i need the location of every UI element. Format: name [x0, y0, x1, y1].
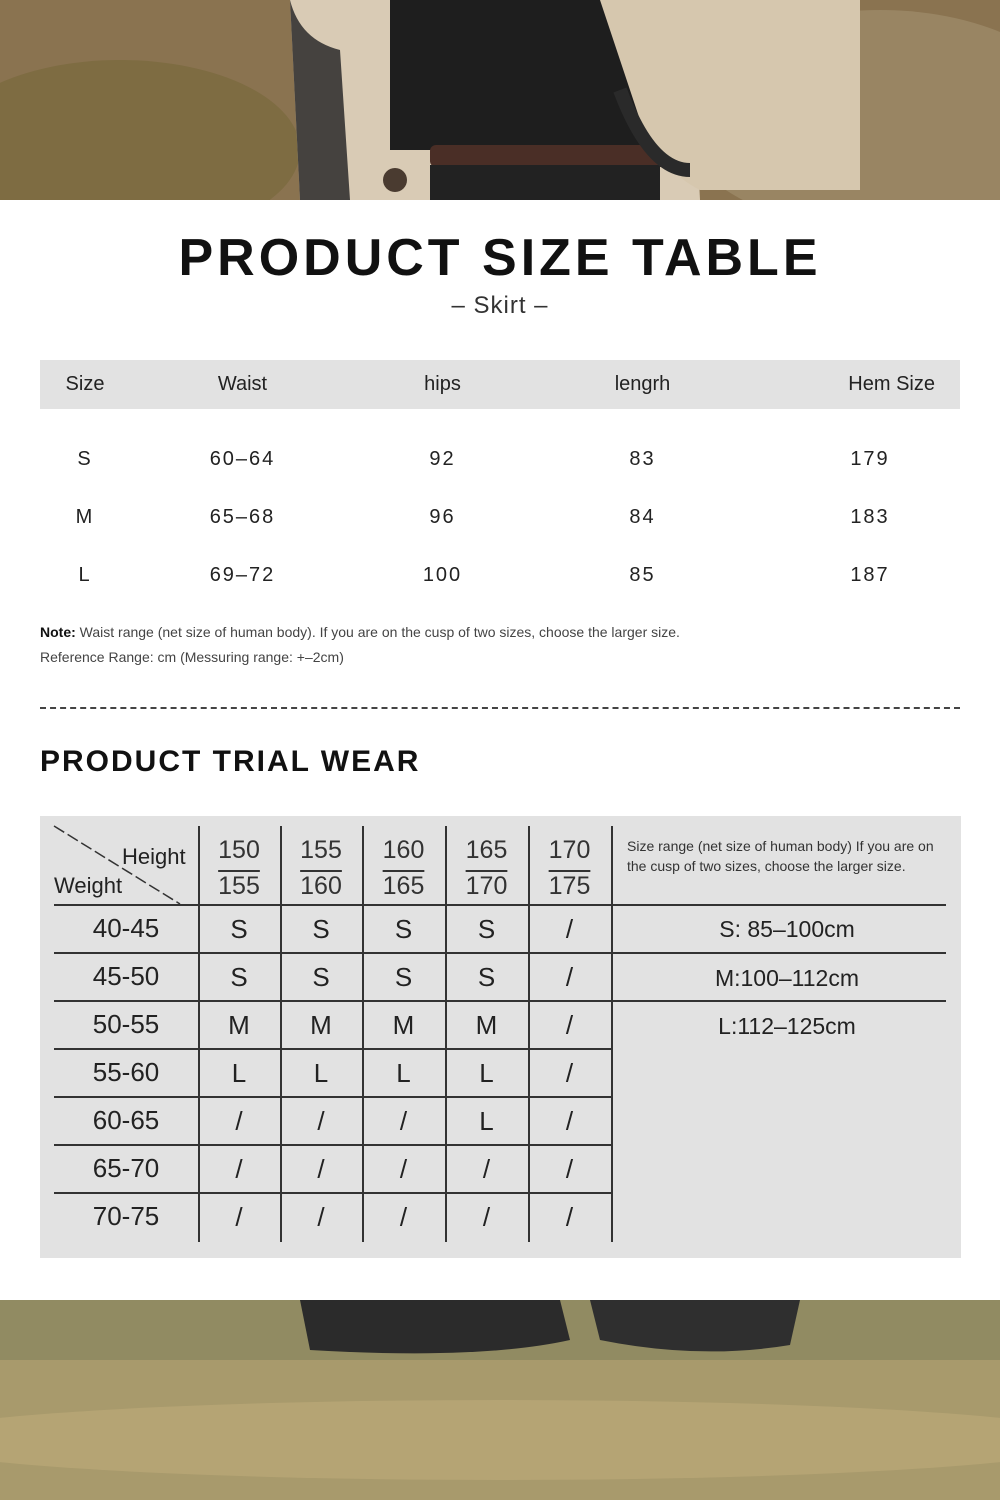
- table-row: [40, 546, 960, 604]
- weight-axis-label: Weight: [54, 873, 123, 898]
- weight-label: 50-55: [92, 1009, 160, 1039]
- size-note: [40, 624, 680, 640]
- weight-label: 60-65: [92, 1105, 160, 1135]
- weight-label: 45-50: [92, 961, 160, 991]
- size-cell: /: [399, 1154, 408, 1184]
- bottom-photo: [0, 1300, 1000, 1500]
- row-hips: 100: [422, 563, 463, 586]
- range-s: S: 85–100cm: [719, 916, 855, 942]
- height-header: [528, 832, 611, 905]
- grass-photo-illustration: [0, 1300, 1000, 1500]
- row-waist: 69–72: [209, 563, 276, 586]
- header-waist: Waist: [217, 373, 268, 395]
- size-cell: L: [396, 1058, 411, 1088]
- height-from: 160: [382, 836, 425, 864]
- height-from: 150: [218, 836, 260, 864]
- size-cell: /: [317, 1106, 325, 1136]
- size-table-header: [40, 360, 960, 409]
- height-axis-label: Height: [122, 844, 186, 869]
- note-text: Waist range (net size of human body). If you are on the cusp of two sizes, choose the larger size.: [75, 624, 680, 640]
- grid-row-line: [54, 1000, 611, 1002]
- size-cell: M: [228, 1010, 250, 1040]
- height-header: [362, 832, 445, 905]
- table-row: [40, 488, 960, 546]
- height-header: [198, 832, 280, 905]
- size-cell: /: [399, 1202, 408, 1232]
- row-waist: 65–68: [209, 505, 276, 528]
- trial-wear-table: [40, 816, 961, 1258]
- row-length: 83: [629, 447, 656, 470]
- row-size: L: [78, 563, 92, 586]
- size-cell: /: [565, 1010, 574, 1040]
- size-cell: M: [310, 1010, 332, 1040]
- size-cell: S: [477, 914, 496, 944]
- size-cell: L: [313, 1058, 329, 1088]
- size-cell: /: [482, 1154, 491, 1184]
- size-cell: L: [479, 1058, 494, 1088]
- weight-label: 55-60: [92, 1057, 160, 1087]
- height-from: 170: [548, 836, 591, 864]
- size-table: [40, 360, 960, 604]
- weight-label: 40-45: [92, 913, 160, 943]
- section-divider: [40, 707, 960, 709]
- size-cell: /: [317, 1154, 325, 1184]
- height-to: 175: [548, 872, 591, 901]
- grid-column-line: [611, 826, 613, 1242]
- reference-range-note: Reference Range: cm (Messuring range: +–2cm): [40, 649, 344, 665]
- size-range-note: Size range (net size of human body) If you are on the cusp of two sizes, choose the larger size.: [627, 838, 934, 875]
- size-cell: /: [565, 962, 574, 992]
- size-cell: /: [565, 1154, 574, 1184]
- size-cell: L: [231, 1058, 247, 1088]
- header-size: Size: [65, 373, 105, 395]
- range-m: M:100–112cm: [714, 965, 860, 991]
- range-row-line: [611, 952, 946, 954]
- height-to: 170: [465, 872, 508, 901]
- size-cell: /: [482, 1202, 491, 1232]
- row-hips: 92: [429, 447, 456, 470]
- size-cell: /: [399, 1106, 408, 1136]
- weight-label: 65-70: [92, 1153, 160, 1183]
- header-hem-size: Hem Size: [848, 373, 935, 395]
- header-length: lengrh: [614, 373, 671, 395]
- size-cell: /: [565, 1202, 574, 1232]
- row-hips: 96: [429, 505, 456, 528]
- row-size: M: [75, 505, 95, 528]
- grid-row-line: [54, 1048, 611, 1050]
- size-cell: M: [392, 1010, 415, 1040]
- header-hips: hips: [424, 373, 461, 395]
- range-row-line: [611, 1000, 946, 1002]
- size-cell: /: [235, 1106, 243, 1136]
- size-cell: /: [235, 1154, 243, 1184]
- height-to: 160: [300, 872, 342, 901]
- row-length: 85: [629, 563, 656, 586]
- size-cell: /: [317, 1202, 325, 1232]
- grid-row-line: [54, 1192, 611, 1194]
- size-cell: M: [475, 1010, 498, 1040]
- range-row-line: [611, 904, 946, 906]
- row-waist: 60–64: [209, 447, 276, 470]
- height-from: 155: [300, 836, 342, 864]
- row-size: S: [77, 447, 93, 470]
- row-length: 84: [629, 505, 656, 528]
- row-hem-size: 183: [850, 505, 890, 528]
- height-header: [280, 832, 362, 905]
- grid-row-line: [54, 1096, 611, 1098]
- page-title: PRODUCT SIZE TABLE: [178, 229, 822, 287]
- weight-label: 70-75: [92, 1201, 160, 1231]
- grid-row-line: [54, 1144, 611, 1146]
- size-cell: S: [230, 962, 248, 992]
- size-cell: S: [394, 962, 413, 992]
- size-cell: S: [230, 914, 248, 944]
- trial-wear-title: PRODUCT TRIAL WEAR: [40, 745, 421, 778]
- size-cell: /: [565, 1058, 574, 1088]
- page-subtitle: – Skirt –: [451, 292, 549, 319]
- note-label: Note:: [40, 624, 76, 640]
- size-cell: L: [479, 1106, 494, 1136]
- size-cell: S: [312, 962, 330, 992]
- size-cell: S: [477, 962, 496, 992]
- height-to: 165: [382, 872, 425, 901]
- height-header: [445, 832, 528, 905]
- size-cell: S: [394, 914, 413, 944]
- range-l: L:112–125cm: [718, 1013, 856, 1039]
- height-from: 165: [465, 836, 508, 864]
- coat-photo-illustration: [0, 0, 1000, 200]
- size-cell: /: [565, 914, 574, 944]
- table-row: [40, 430, 960, 488]
- top-photo: [0, 0, 1000, 200]
- height-to: 155: [218, 872, 260, 901]
- size-cell: /: [235, 1202, 243, 1232]
- row-hem-size: 179: [850, 447, 890, 470]
- size-cell: /: [565, 1106, 574, 1136]
- size-cell: S: [312, 914, 330, 944]
- row-hem-size: 187: [850, 563, 890, 586]
- grid-row-line: [54, 952, 611, 954]
